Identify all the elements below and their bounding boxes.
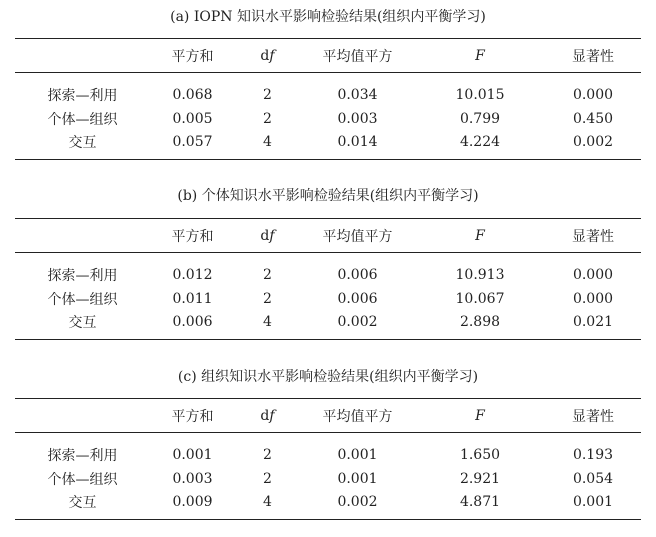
- table-row: [15, 285, 641, 312]
- cell-mean-square: 0.002: [337, 314, 378, 330]
- header-f: F: [475, 407, 485, 424]
- cell-mean-square: 0.001: [337, 447, 378, 463]
- cell-df: 2: [263, 470, 272, 487]
- cell-df: 4: [263, 494, 272, 510]
- header-mean-square: 平均值平方: [322, 48, 393, 65]
- header-blank: [15, 399, 150, 433]
- cell-sum-of-squares: 0.003: [172, 470, 213, 487]
- cell-mean-square: 0.002: [337, 494, 378, 510]
- cell-sum-of-squares: 0.006: [172, 314, 213, 330]
- header-df: df: [260, 227, 275, 244]
- cell-significance: 0.001: [572, 494, 614, 510]
- cell-mean-square: 0.014: [337, 134, 378, 150]
- row-label: 探索—利用: [47, 88, 118, 104]
- row-label: 交互: [68, 495, 97, 511]
- table-a: [15, 38, 641, 160]
- table-c-caption: (c) 组织知识水平影响检验结果(组织内平衡学习): [177, 369, 479, 385]
- cell-significance: 0.021: [572, 314, 614, 330]
- table-b-caption: (b) 个体知识水平影响检验结果(组织内平衡学习): [177, 188, 479, 204]
- cell-mean-square: 0.003: [337, 110, 378, 127]
- table-row: [15, 312, 641, 340]
- cell-sum-of-squares: 0.011: [172, 290, 213, 307]
- cell-sum-of-squares: 0.012: [172, 267, 213, 283]
- table-a-header-row: [15, 39, 641, 73]
- table-a-caption: (a) IOPN 知识水平影响检验结果(组织内平衡学习): [170, 9, 486, 25]
- cell-f: 10.067: [455, 290, 505, 307]
- header-significance: 显著性: [572, 408, 614, 425]
- cell-sum-of-squares: 0.005: [172, 110, 213, 127]
- table-c: [15, 398, 641, 520]
- cell-significance: 0.450: [572, 110, 614, 127]
- table-row: [15, 253, 641, 286]
- table-c-header-row: [15, 399, 641, 433]
- cell-mean-square: 0.006: [337, 290, 378, 307]
- cell-f: 1.650: [459, 447, 501, 463]
- row-label: 交互: [68, 135, 97, 151]
- cell-significance: 0.000: [572, 290, 614, 307]
- cell-sum-of-squares: 0.057: [172, 134, 213, 150]
- cell-mean-square: 0.006: [337, 267, 378, 283]
- header-f: F: [475, 47, 485, 64]
- cell-sum-of-squares: 0.001: [172, 447, 213, 463]
- table-row: [15, 132, 641, 160]
- cell-significance: 0.193: [572, 447, 614, 463]
- cell-df: 2: [263, 447, 272, 463]
- cell-f: 2.921: [459, 470, 501, 487]
- cell-df: 4: [263, 314, 272, 330]
- cell-mean-square: 0.001: [337, 470, 378, 487]
- header-blank: [15, 39, 150, 73]
- header-sum-of-squares: 平方和: [171, 408, 214, 425]
- cell-f: 4.224: [459, 134, 501, 150]
- cell-sum-of-squares: 0.068: [172, 87, 213, 103]
- header-significance: 显著性: [572, 48, 614, 65]
- row-label: 个体—组织: [47, 111, 118, 128]
- cell-df: 4: [263, 134, 272, 150]
- header-significance: 显著性: [572, 228, 614, 245]
- cell-significance: 0.000: [572, 267, 614, 283]
- table-row: [15, 105, 641, 132]
- cell-f: 2.898: [459, 314, 501, 330]
- cell-f: 0.799: [459, 110, 501, 127]
- row-label: 个体—组织: [47, 471, 118, 488]
- cell-sum-of-squares: 0.009: [172, 494, 213, 510]
- header-blank: [15, 219, 150, 253]
- header-df: df: [260, 407, 275, 424]
- header-mean-square: 平均值平方: [322, 408, 393, 425]
- header-df: df: [260, 47, 275, 64]
- cell-significance: 0.002: [572, 134, 614, 150]
- cell-mean-square: 0.034: [337, 87, 378, 103]
- cell-significance: 0.054: [572, 470, 614, 487]
- row-label: 探索—利用: [47, 448, 118, 464]
- row-label: 交互: [68, 315, 97, 331]
- header-sum-of-squares: 平方和: [171, 228, 214, 245]
- row-label: 个体—组织: [47, 291, 118, 308]
- row-label: 探索—利用: [47, 268, 118, 284]
- cell-f: 4.871: [459, 494, 501, 510]
- header-f: F: [475, 227, 485, 244]
- header-sum-of-squares: 平方和: [171, 48, 214, 65]
- table-row: [15, 433, 641, 466]
- table-b: [15, 218, 641, 340]
- cell-f: 10.913: [455, 267, 505, 283]
- cell-df: 2: [263, 290, 272, 307]
- cell-significance: 0.000: [572, 87, 614, 103]
- cell-df: 2: [263, 87, 272, 103]
- table-b-header-row: [15, 219, 641, 253]
- table-row: [15, 73, 641, 106]
- cell-df: 2: [263, 267, 272, 283]
- table-row: [15, 465, 641, 492]
- cell-df: 2: [263, 110, 272, 127]
- header-mean-square: 平均值平方: [322, 228, 393, 245]
- cell-f: 10.015: [455, 87, 505, 103]
- table-row: [15, 492, 641, 520]
